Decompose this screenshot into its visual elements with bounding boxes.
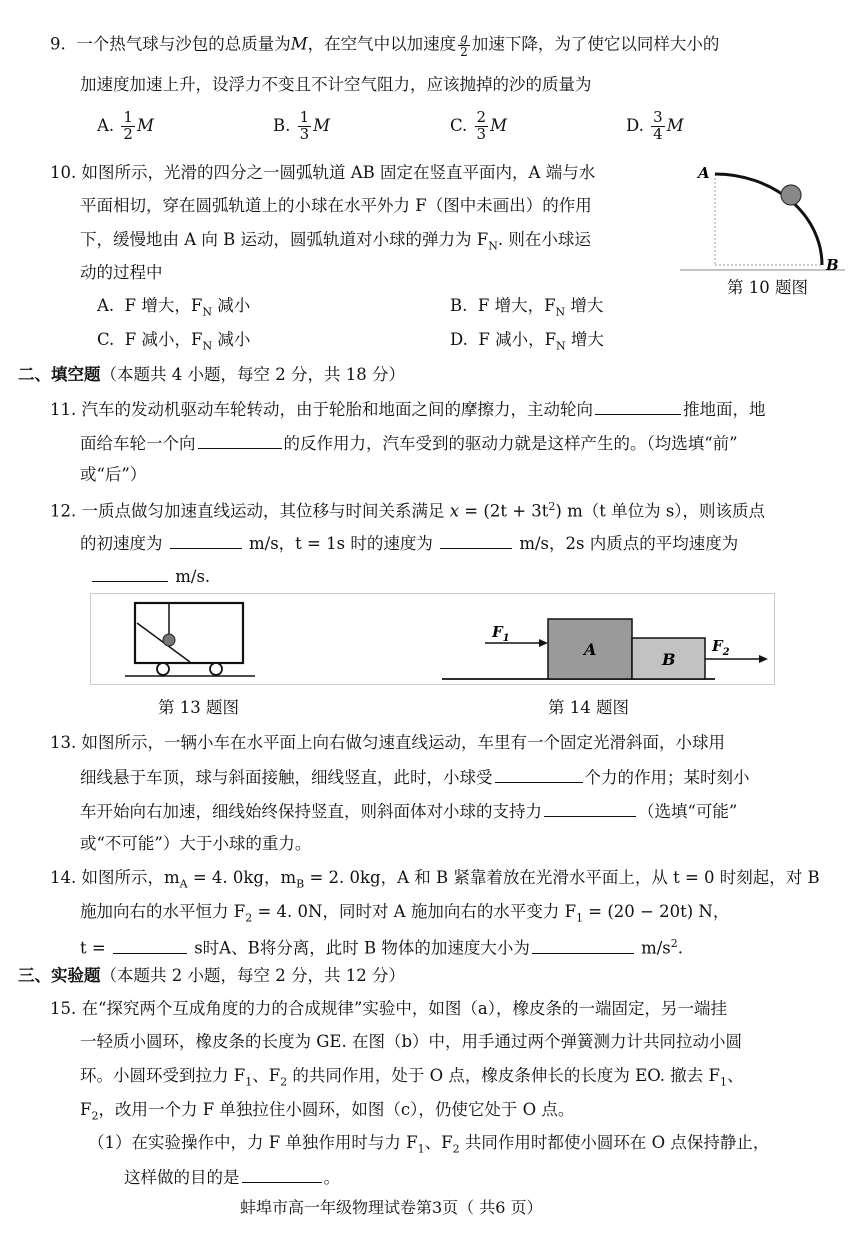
q10-line1 xyxy=(50,165,595,182)
q14-line1: 14. 如图所示，$m_A = 4$. 0kg，$m_B = 2$. 0kg，A 和 B 紧靠着放在光滑水平面上，从 t = 0 时刻起，对 B xyxy=(50,868,820,891)
q15-line1: 15. 在“探究两个互成角度的力的合成规律”实验中，如图（a），橡皮条的一端固定，另一端挂 xyxy=(50,999,727,1018)
fig14-label-b: B xyxy=(662,650,676,669)
q14-blank-2 xyxy=(532,939,634,954)
q13-line1: 13. 如图所示，一辆小车在水平面上向右做匀速直线运动，车里有一个固定光滑斜面，小球用 xyxy=(50,733,725,752)
q10-option-b: B. F 增大，$F_N$ 增大 xyxy=(450,296,604,319)
q12-blank-1 xyxy=(170,534,242,549)
q10-line2: 平面相切，穿在圆弧轨道上的小球在水平外力 F（图中未画出）的作用 xyxy=(80,196,592,215)
fig13-caption: 第 13 题图 xyxy=(158,698,239,717)
q11-line3: 或“后”） xyxy=(80,465,147,484)
q10-label-a: A xyxy=(698,164,710,182)
q11-line1: 11. 汽车的发动机驱动车轮转动，由于轮胎和地面之间的摩擦力，主动轮向 推地面，地 xyxy=(50,400,766,419)
q15-number: 15. xyxy=(50,999,77,1018)
q10-line4: 动的过程中 xyxy=(80,263,163,282)
figures-13-14 xyxy=(90,593,775,685)
q14-line3: t = s时A、B将分离，此时 B 物体的加速度大小为 $m/s^2$. xyxy=(80,937,684,958)
q9-option-a: A. $\frac{1}{2}$ M xyxy=(97,108,154,143)
q10-caption: 第 10 题图 xyxy=(727,278,808,297)
q12-number: 12. xyxy=(50,501,77,521)
fig14-label-f1: $F_1$ xyxy=(492,623,510,644)
fig13-wheel-left xyxy=(157,663,169,675)
q9-line2: 加速度加速上升，设浮力不变且不计空气阻力，应该抛掉的沙的质量为 xyxy=(80,75,592,94)
q10-option-c: C. F 减小，$F_N$ 减小 xyxy=(97,330,251,353)
section2-heading: 二、填空题（本题共 4 小题，每空 2 分，共 18 分） xyxy=(18,365,405,384)
q11-blank-2 xyxy=(198,434,282,449)
fig13-wheel-right xyxy=(210,663,222,675)
fig13-ball xyxy=(163,634,175,646)
q9-line1 xyxy=(50,32,719,58)
q10-option-a: A. F 增大，$F_N$ 减小 xyxy=(97,296,251,319)
q13-line4: 或“不可能”）大于小球的重力。 xyxy=(80,834,312,853)
q15-blank-1 xyxy=(242,1168,322,1183)
q13-blank-1 xyxy=(495,768,583,783)
q14-blank-1 xyxy=(113,939,187,954)
q15-sub1-line1: （1）在实验操作中，力 F 单独作用时与力 $F_1$、$F_2$ 共同作用时都使小圆环在 O 点保持静止， xyxy=(88,1133,770,1156)
q15-sub1-line2: 这样做的目的是 。 xyxy=(124,1168,340,1187)
q12-blank-3 xyxy=(92,567,168,582)
q9-var: M xyxy=(290,34,308,54)
q9-option-b: B. $\frac{1}{3}$ M xyxy=(273,108,331,143)
page-footer: 蚌埠市高一年级物理试卷第3页（ 共6 页） xyxy=(240,1198,543,1217)
q9-text: ，在空气中以加速度 xyxy=(307,34,457,54)
q10-arc-track xyxy=(715,174,822,265)
q10-ball xyxy=(781,185,801,205)
q15-line2: 一轻质小圆环，橡皮条的长度为 GE. 在图（b）中，用手通过两个弹簧测力计共同拉动小圆 xyxy=(80,1032,743,1051)
q12-blank-2 xyxy=(440,534,512,549)
fig14-caption: 第 14 题图 xyxy=(548,698,629,717)
section3-heading: 三、实验题（本题共 2 小题，每空 2 分，共 12 分） xyxy=(18,966,405,985)
q9-text: 一个热气球与沙包的总质量为 xyxy=(76,34,291,54)
q13-line2: 细线悬于车顶，球与斜面接触，细线竖直，此时，小球受 个力的作用；某时刻小 xyxy=(80,768,750,787)
q10-option-d: D. F 减小，$F_N$ 增大 xyxy=(450,330,604,353)
q10-text: 如图所示，光滑的四分之一圆弧轨道 AB 固定在竖直平面内，A 端与水 xyxy=(81,163,596,182)
q14-line2: 施加向右的水平恒力 $F_2 = 4$. 0N，同时对 A 施加向右的水平变力 $F_1 = (20 - 20t)$ N， xyxy=(80,902,730,925)
q9-option-d: D. $\frac{3}{4}$ M xyxy=(626,108,684,143)
q14-number: 14. xyxy=(50,868,77,887)
q12-line1: 12. 一质点做匀加速直线运动，其位移与时间关系满足 $x = (2t + 3t^2)$ m（t 单位为 s），则该质点 xyxy=(50,500,766,521)
fig14-label-a: A xyxy=(584,640,597,659)
q11-line2: 面给车轮一个向 的反作用力，汽车受到的驱动力就是这样产生的。（均选填“前” xyxy=(80,434,738,453)
q13-number: 13. xyxy=(50,733,77,752)
q9-number: 9. xyxy=(50,34,66,54)
q13-blank-2 xyxy=(544,802,636,817)
q10-line3: 下，缓慢地由 A 向 B 运动，圆弧轨道对小球的弹力为 $F_N$. 则在小球运 xyxy=(80,230,591,253)
q13-line3: 车开始向右加速，细线始终保持竖直，则斜面体对小球的支持力 （选填“可能” xyxy=(80,802,738,821)
q9-text: 加速下降，为了使它以同样大小的 xyxy=(471,34,720,54)
q12-line3: m/s. xyxy=(90,567,210,586)
q10-label-b: B xyxy=(826,256,839,274)
q9-fraction: $\frac{g}{2}$ xyxy=(460,31,468,59)
q15-line4: $F_2$，改用一个力 F 单独拉住小圆环，如图（c），仍使它处于 O 点。 xyxy=(80,1100,575,1123)
q12-line2: 的初速度为 m/s，t = 1s 时的速度为 m/s，2s 内质点的平均速度为 xyxy=(80,534,739,553)
q15-line3: 环。小圆环受到拉力 $F_1$、$F_2$ 的共同作用，处于 O 点，橡皮条伸长的长度为 EO. 撤去 $F_1$、 xyxy=(80,1066,744,1089)
q10-figure xyxy=(680,160,845,275)
q9-option-c: C. $\frac{2}{3}$ M xyxy=(450,108,507,143)
fig14-label-f2: $F_2$ xyxy=(712,637,730,658)
q11-blank-1 xyxy=(595,400,681,415)
q10-number: 10. xyxy=(50,163,77,182)
q11-number: 11. xyxy=(50,400,77,419)
